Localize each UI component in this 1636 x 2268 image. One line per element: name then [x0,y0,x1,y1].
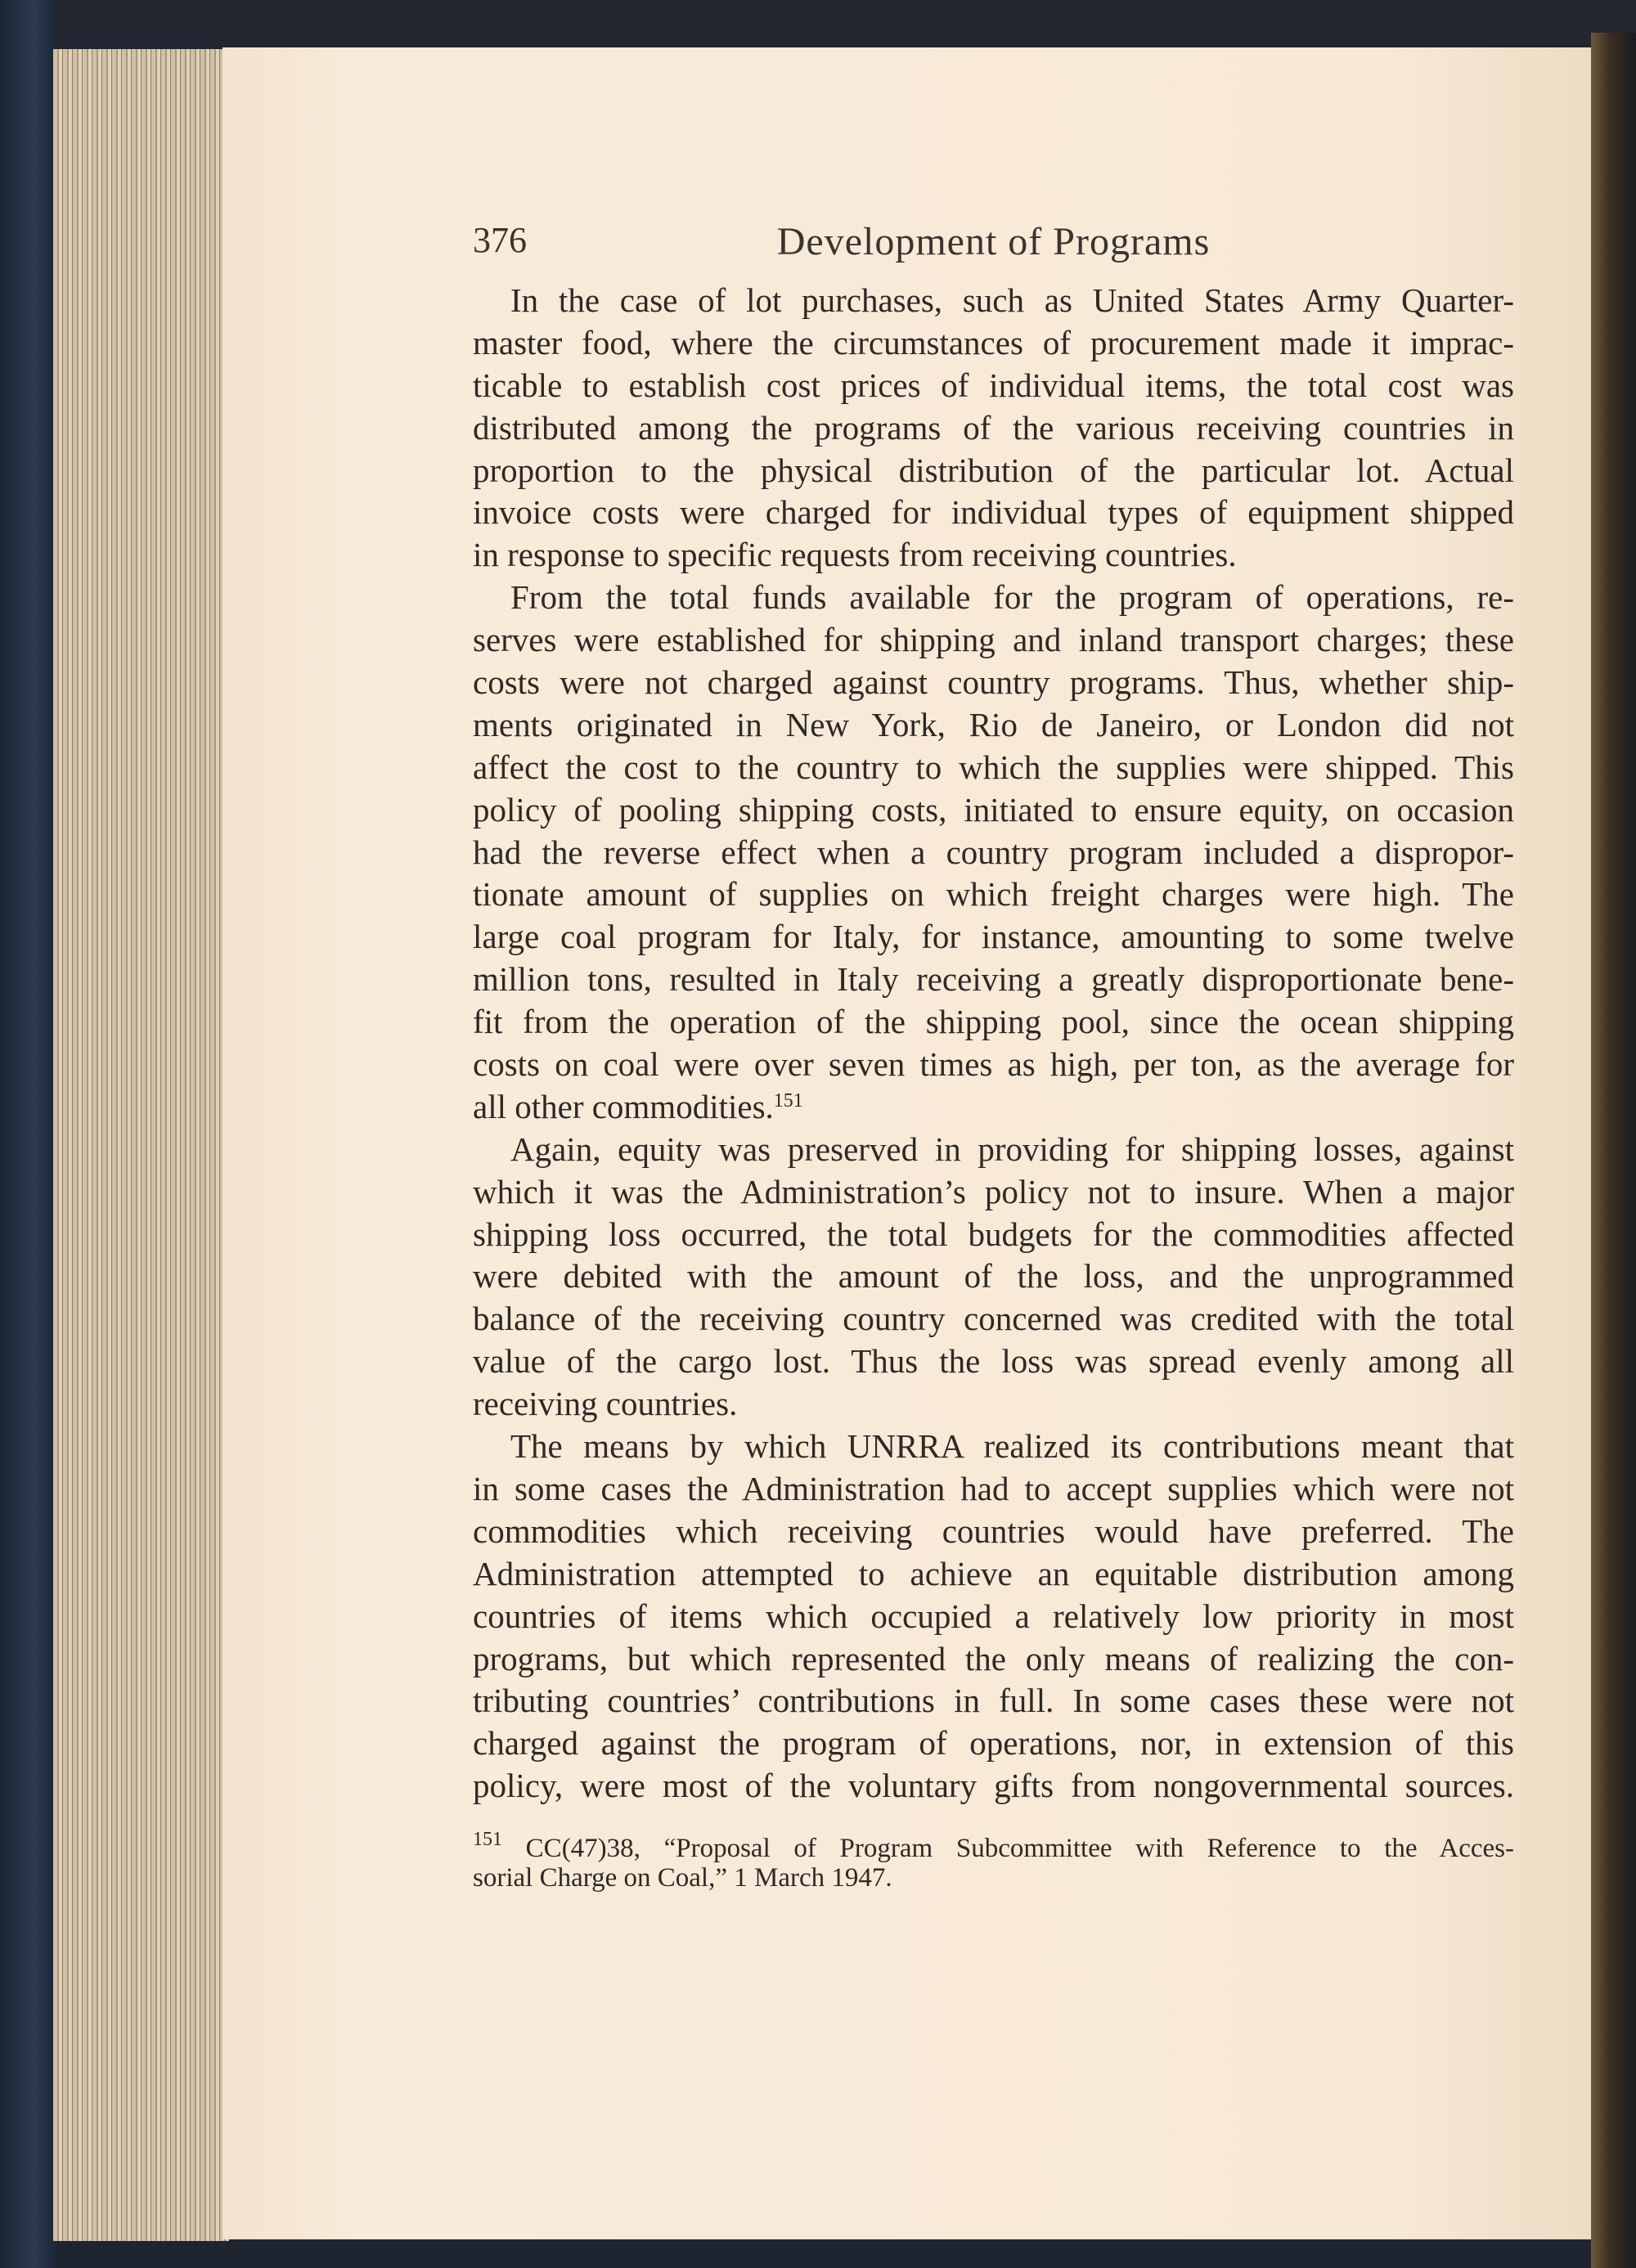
text-line: costs were not charged against country programs. Thus, whether ship- [473,663,1514,702]
text-line: policy of pooling shipping costs, initiated to ensure equity, on occasion [473,790,1514,829]
page-edges [53,49,229,2241]
scan-background-top [0,0,1636,45]
text-line: million tons, resulted in Italy receiving a greatly disproportionate bene- [473,960,1514,999]
text-line: affect the cost to the country to which the supplies were shipped. This [473,748,1514,786]
book-right-edge [1591,33,1636,2268]
text-line: commodities which receiving countries would have preferred. The [473,1511,1514,1550]
text-line: master food, where the circumstances of procurement made it imprac- [473,323,1514,362]
paragraph [473,280,1514,577]
text-line: invoice costs were charged for individual types of equipment shipped [473,493,1514,532]
text-line: costs on coal were over seven times as high, per ton, as the average for [473,1045,1514,1084]
text-line: which it was the Administration’s policy not to insure. When a major [473,1172,1514,1210]
footnote-number: 151 [473,1829,502,1850]
footnote-line-2: sorial Charge on Coal,” 1 March 1947. [473,1863,892,1893]
page-number: 376 [473,220,527,260]
text-line: charged against the program of operations, nor, in extension of this [473,1724,1514,1763]
body-text [473,280,1514,1808]
text-line: fit from the operation of the shipping pool, since the ocean shipping [473,1003,1514,1041]
text-line: in some cases the Administration had to accept supplies which were not [473,1469,1514,1507]
text-line: countries of items which occupied a relatively low priority in most [473,1597,1514,1635]
book-spine [0,0,57,2268]
text-line [473,1086,1514,1129]
text-line: ments originated in New York, Rio de Janeiro, or London did not [473,705,1514,743]
footnote [473,1829,1514,1893]
text-line: in response to specific requests from receiving countries. [473,536,1237,574]
text-line: ticable to establish cost prices of individual items, the total cost was [473,366,1514,404]
text-line: tionate amount of supplies on which freight charges were high. The [473,875,1514,914]
text-line: balance of the receiving country concerned was credited with the total [473,1300,1514,1338]
text-line: The means by which UNRRA realized its contributions meant that [510,1427,1514,1466]
text-line: had the reverse effect when a country program included a dispropor- [473,833,1514,871]
text-line: programs, but which represented the only means of realizing the con- [473,1639,1514,1677]
text-line: proportion to the physical distribution of the particular lot. Actual [473,451,1514,489]
paragraph [473,1129,1514,1426]
text-line: Again, equity was preserved in providing for shipping losses, against [510,1130,1514,1168]
text-line: policy, were most of the voluntary gifts from nongovernmental sources. [473,1767,1514,1805]
text-line: shipping loss occurred, the total budgets for the commodities affected [473,1215,1514,1253]
text-line: large coal program for Italy, for instance, amounting to some twelve [473,918,1514,956]
footnote-reference[interactable]: 151 [773,1089,803,1112]
running-head: Development of Programs [776,220,1211,263]
text-line: serves were established for shipping and inland transport charges; these [473,621,1514,659]
footnote-text: CC(47)38, “Proposal of Program Subcommittee with Reference to the Acces- [525,1834,1514,1863]
footnote-line-1 [473,1829,1514,1863]
text-line: Administration attempted to achieve an equitable distribution among [473,1554,1514,1592]
text-line: were debited with the amount of the loss, and the unprogrammed [473,1257,1514,1296]
text-line: distributed among the programs of the various receiving countries in [473,408,1514,447]
text-line: From the total funds available for the program of operations, re- [510,578,1514,617]
text-line: tributing countries’ contributions in full. In some cases these were not [473,1682,1514,1720]
text-line-content: all other commodities. [473,1087,774,1125]
text-line: In the case of lot purchases, such as United States Army Quarter- [510,281,1514,319]
paragraph [473,577,1514,1129]
paragraph [473,1426,1514,1808]
text-line: receiving countries. [473,1385,738,1423]
page-header [473,219,1514,268]
text-line: value of the cargo lost. Thus the loss was spread evenly among all [473,1342,1514,1381]
